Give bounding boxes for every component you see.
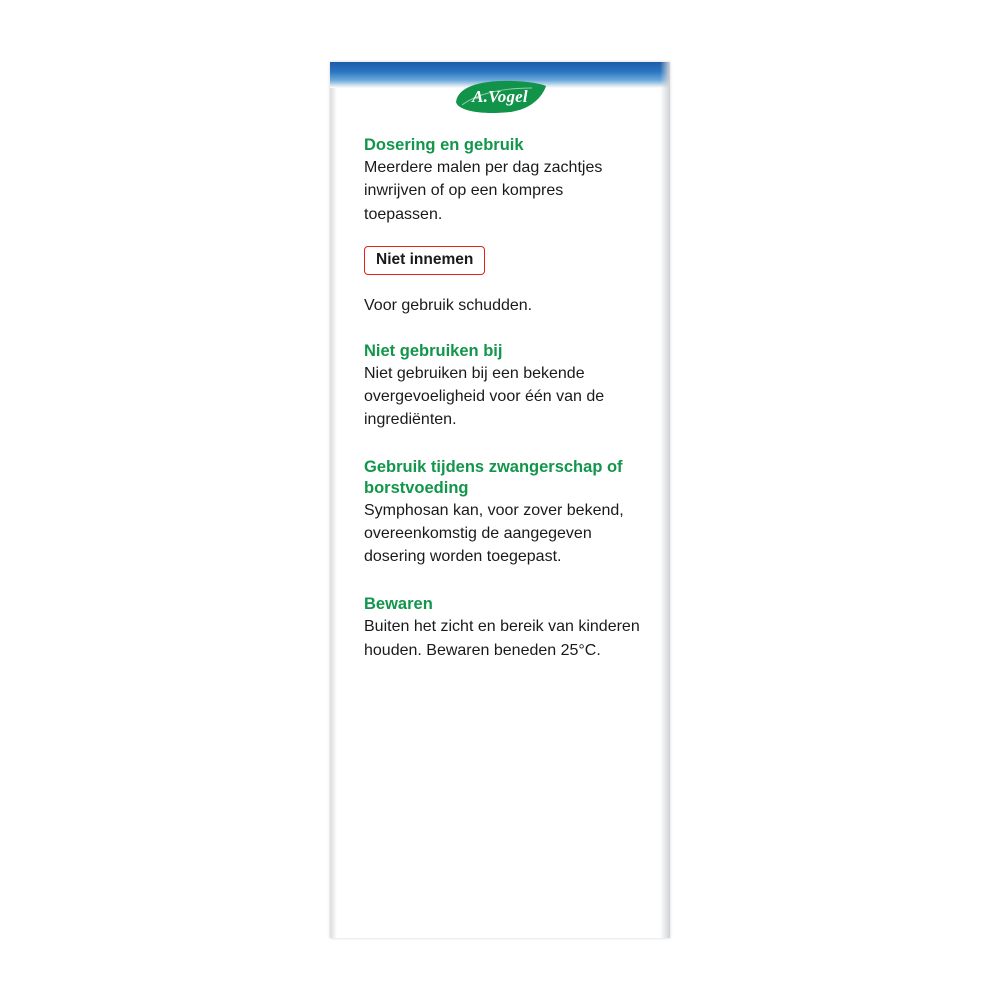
section-niet-gebruiken-bij (364, 341, 642, 432)
section-zwangerschap (364, 457, 642, 568)
warning-niet-innemen: Niet innemen (364, 246, 485, 275)
section-dosering (364, 135, 642, 226)
section-heading: Bewaren (364, 595, 433, 614)
section-body: Buiten het zicht en bereik van kinderen houden. Bewaren beneden 25°C. (364, 618, 640, 659)
shake-before-use-note: Voor gebruik schudden. (364, 296, 533, 314)
package-text-content (364, 135, 642, 682)
section-heading: Niet gebruiken bij (364, 341, 503, 360)
logo-mark (452, 80, 548, 114)
section-body: Niet gebruiken bij een bekende overgevoeligheid voor één van de ingrediënten. (364, 364, 605, 429)
section-bewaren (364, 594, 642, 662)
section-body: Meerdere malen per dag zachtjes inwrijven of op een kompres toepassen. (364, 159, 603, 223)
brand-logo (330, 80, 670, 119)
section-heading: Dosering en gebruik (364, 136, 524, 154)
section-heading: Gebruik tijdens zwangerschap of borstvoeding (364, 458, 623, 497)
section-body: Symphosan kan, voor zover bekend, overeenkomstig de aangegeven dosering worden toegepast. (364, 501, 624, 565)
product-package-panel (330, 62, 670, 938)
warning-box-wrapper (364, 246, 642, 275)
logo-wordmark: A.Vogel (472, 87, 528, 106)
